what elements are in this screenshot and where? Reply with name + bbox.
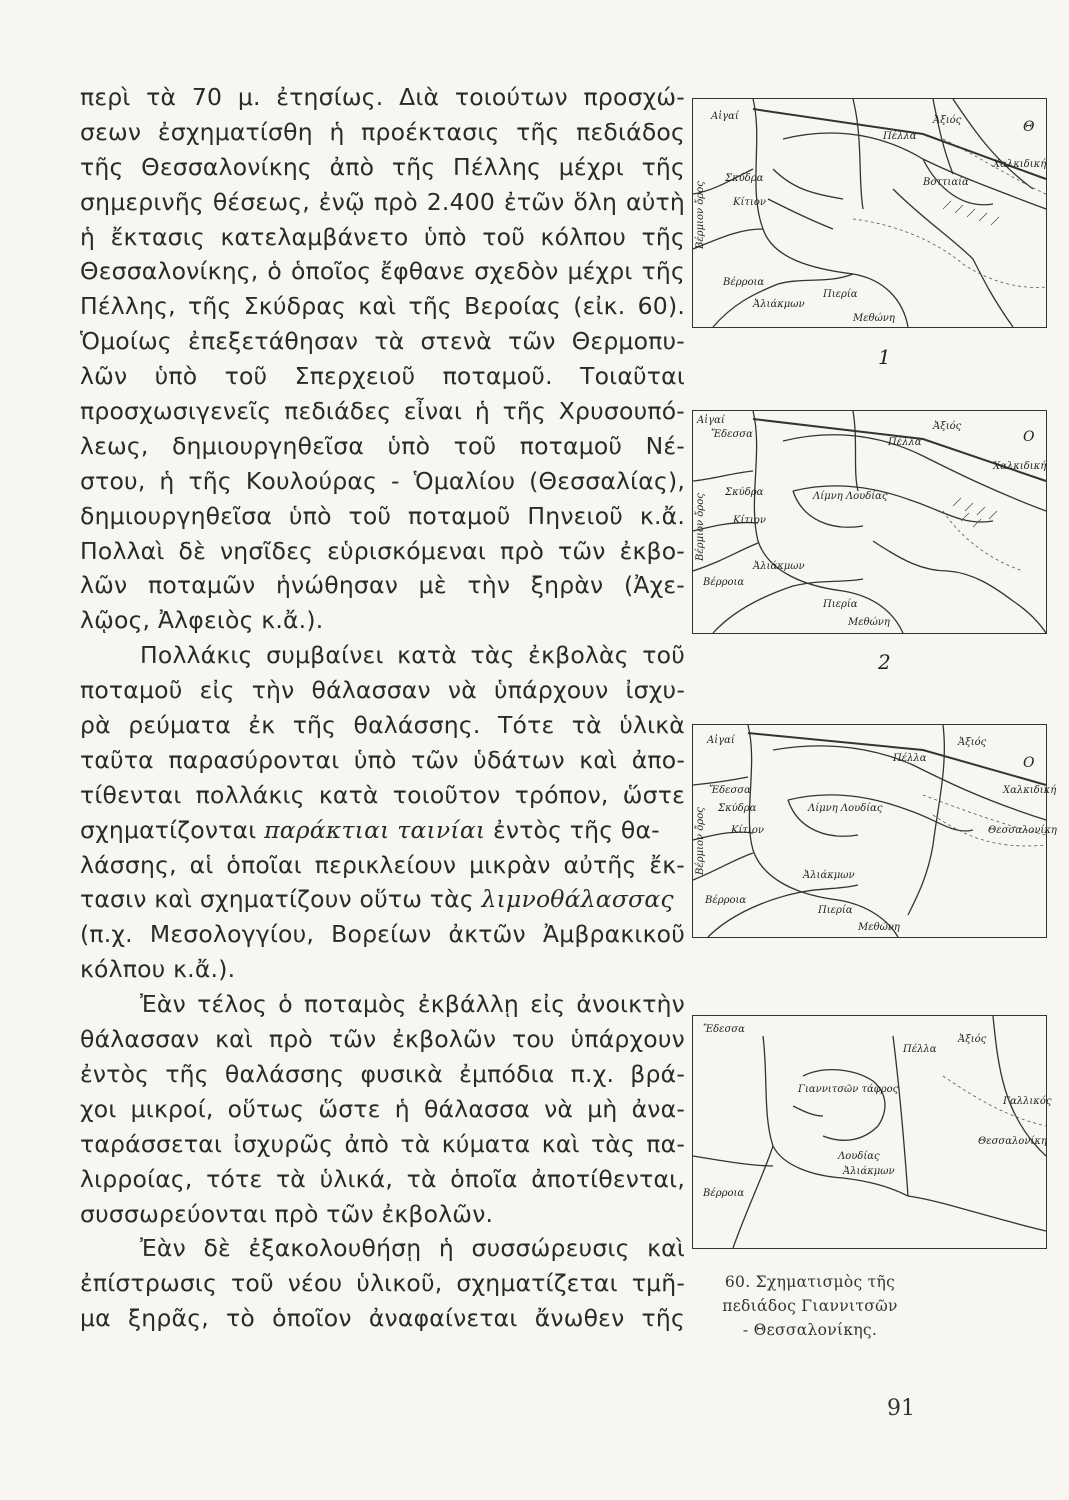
text-line: λῶν ὑπὸ τοῦ Σπερχειοῦ ποταμοῦ. Τοιαῦται <box>80 362 685 391</box>
map-label: Θ <box>1023 119 1035 135</box>
map-label: Βέρμιον ὄρος <box>695 181 706 249</box>
map-label: Μεθώνη <box>853 313 895 324</box>
text-line: λεως, δημιουργηθεῖσα ὑπὸ τοῦ ποταμοῦ Νέ- <box>80 431 685 460</box>
map-label: Βέρροια <box>703 577 745 588</box>
map-label: Βέρροια <box>705 895 747 906</box>
map-label: Ἀξιός <box>958 737 987 748</box>
map-label: Ο <box>1023 429 1035 445</box>
map-label: Χαλκιδική <box>993 159 1047 170</box>
caption-line: 60. Σχηματισμὸς τῆς <box>724 1273 896 1291</box>
text-line: σημερινῆς θέσεως, ἐνῷ πρὸ 2.400 ἐτῶν ὅλη αὐτὴ <box>80 187 685 216</box>
text-line: ταῦτα παρασύρονται ὑπὸ τῶν ὑδάτων καὶ ἀπο- <box>80 745 685 774</box>
map-label: Χαλκιδική <box>993 461 1047 472</box>
map-label: Ἀλιάκμων <box>803 870 855 881</box>
map-label: Μεθώνη <box>848 617 890 628</box>
map-stage-1-drawing <box>693 99 1046 327</box>
text-line: δημιουργηθεῖσα ὑπὸ τοῦ ποταμοῦ Πηνειοῦ κ.ἄ. <box>80 501 685 530</box>
text-line: τίθενται πολλάκις κατὰ τοιοῦτον τρόπον, ὥστε <box>80 780 685 809</box>
map-label: Πιερία <box>823 599 858 610</box>
text-line: ἐπίστρωσις τοῦ νέου ὑλικοῦ, σχηματίζεται τμῆ- <box>80 1269 685 1298</box>
map-label: Βέρροια <box>723 277 765 288</box>
map-number: 2 <box>878 650 891 674</box>
map-label: Βοττιαία <box>923 177 969 188</box>
map-label: Βέρμιον ὄρος <box>695 807 706 875</box>
text-line: ταράσσεται ἰσχυρῶς ἀπὸ τὰ κύματα καὶ τὰς πα- <box>80 1129 685 1158</box>
text-line: στου, ἡ τῆς Κουλούρας - Ὁμαλίου (Θεσσαλίας), <box>80 466 685 495</box>
map-label: Λίμνη Λουδίας <box>813 491 888 502</box>
map-label: Ἀλιάκμων <box>753 299 805 310</box>
map-label: Αἰγαί <box>711 111 739 122</box>
text-line: θάλασσαν καὶ πρὸ τῶν ἐκβολῶν του ὑπάρχουν <box>80 1025 685 1054</box>
text-line: (π.χ. Μεσολογγίου, Βορείων ἀκτῶν Ἀμβρακικοῦ <box>80 920 685 949</box>
text-line <box>80 882 685 917</box>
map-label: Κίτιον <box>733 197 766 208</box>
text-line: ἐντὸς τῆς θαλάσσης φυσικὰ ἐμπόδια π.χ. βρά- <box>80 1059 685 1088</box>
map-label: Πέλλα <box>893 753 927 764</box>
map-stage-4 <box>692 1015 1052 1249</box>
map-label: Ἀλιάκμων <box>753 561 805 572</box>
map-label: Ἀξιός <box>933 115 962 126</box>
map-label: Πέλλα <box>883 131 917 142</box>
text-line: λῷος, Ἀλφειὸς κ.ἄ.). <box>80 606 324 635</box>
map-label: Σκύδρα <box>725 173 764 184</box>
text-line: Πολλαὶ δὲ νησῖδες εὑρισκόμεναι πρὸ τῶν ἐκβο- <box>80 536 685 565</box>
text-line: Ἐὰν δὲ ἐξακολουθήσῃ ἡ συσσώρευσις καὶ <box>140 1234 685 1263</box>
text-segment: σχηματίζονται <box>80 815 265 844</box>
text-line: Πολλάκις συμβαίνει κατὰ τὰς ἐκβολὰς τοῦ <box>140 641 685 670</box>
map-label: Ἔδεσσα <box>711 429 753 440</box>
map-label: Λίμνη Λουδίας <box>808 803 883 814</box>
map-label: Κίτιον <box>731 825 764 836</box>
map-label: Ἀξιός <box>933 421 962 432</box>
map-label: Ἀλιάκμων <box>843 1166 895 1177</box>
map-label: Πέλλα <box>888 437 922 448</box>
text-line: Θεσσαλονίκης, ὁ ὁποῖος ἔφθανε σχεδὸν μέχρι τῆς <box>80 257 685 286</box>
text-line: Ὁμοίως ἐπεξετάθησαν τὰ στενὰ τῶν Θερμοπυ- <box>80 327 685 356</box>
text-line: τῆς Θεσσαλονίκης ἀπὸ τῆς Πέλλης μέχρι τῆς <box>80 152 685 181</box>
text-line: μα ξηρᾶς, τὸ ὁποῖον ἀναφαίνεται ἄνωθεν τῆς <box>80 1304 685 1333</box>
text-line <box>80 813 685 848</box>
map-label: Θεσσαλονίκη <box>978 1136 1047 1147</box>
page-number: 91 <box>887 1396 915 1421</box>
text-line: προσχωσιγενεῖς πεδιάδες εἶναι ἡ τῆς Χρυσουπό- <box>80 397 685 426</box>
map-label: Κίτιον <box>733 515 766 526</box>
text-line: περὶ τὰ 70 μ. ἐτησίως. Διὰ τοιούτων προσχώ- <box>80 83 685 111</box>
italic-term: λιμνοθάλασσας <box>481 885 674 914</box>
map-label: Ἔδεσσα <box>709 785 751 796</box>
map-label: Σκύδρα <box>725 487 764 498</box>
caption-line: πεδιάδος Γιαννιτσῶν <box>722 1297 898 1315</box>
text-line: Ἐὰν τέλος ὁ ποταμὸς ἐκβάλλῃ εἰς ἀνοικτὴν <box>140 990 685 1019</box>
map-label: Βέρμιον ὄρος <box>695 493 706 561</box>
text-line: ρὰ ρεύματα ἐκ τῆς θαλάσσης. Τότε τὰ ὑλικὰ <box>80 711 685 740</box>
map-label: Πιερία <box>823 289 858 300</box>
text-line: λάσσης, αἱ ὁποῖαι περικλείουν μικρὰν αὐτῆς ἔκ- <box>80 850 685 879</box>
caption-line: - Θεσσαλονίκης. <box>742 1321 878 1339</box>
map-label: Αἰγαί <box>697 415 725 426</box>
map-label: Ἀξιός <box>958 1034 987 1045</box>
map-label: Ἔδεσσα <box>703 1024 745 1035</box>
text-line: λῶν ποταμῶν ἡνώθησαν μὲ τὴν ξηρὰν (Ἀχε- <box>80 571 685 600</box>
text-line: Πέλλης, τῆς Σκύδρας καὶ τῆς Βεροίας (εἰκ. 60). <box>80 292 685 321</box>
text-line: συσσωρεύονται πρὸ τῶν ἐκβολῶν. <box>80 1199 494 1228</box>
map-label: Χαλκιδική <box>1003 785 1057 796</box>
map-stage-4-drawing <box>693 1016 1046 1248</box>
text-segment: ἐντὸς τῆς θα- <box>485 815 660 844</box>
text-line: χοι μικροί, οὕτως ὥστε ἡ θάλασσα νὰ μὴ ἀνα- <box>80 1094 685 1123</box>
italic-term: παράκτιαι ταινίαι <box>264 815 486 844</box>
map-label: Ο <box>1023 755 1035 771</box>
map-label: Πιερία <box>818 905 853 916</box>
body-text <box>80 80 685 1336</box>
figure-caption <box>690 1270 930 1342</box>
text-line: ἡ ἔκτασις κατελαμβάνετο ὑπὸ τοῦ κόλπου τῆς <box>80 222 685 251</box>
map-stage-1 <box>692 98 1047 328</box>
map-label: Μεθώνη <box>858 922 900 933</box>
map-label: Σκύδρα <box>718 803 757 814</box>
text-line: κόλπου κ.ἄ.). <box>80 955 236 984</box>
map-label: Θεσσαλονίκη <box>988 825 1057 836</box>
text-line: σεων ἐσχηματίσθη ἡ προέκτασις τῆς πεδιάδος <box>80 117 685 146</box>
map-label: Πέλλα <box>903 1044 937 1055</box>
map-label: Βέρροια <box>703 1188 745 1199</box>
map-label: Γιαννιτσῶν τάφρος <box>798 1084 899 1095</box>
text-line: ποταμοῦ εἰς τὴν θάλασσαν νὰ ὑπάρχουν ἰσχυ- <box>80 676 685 705</box>
map-label: Γαλλικός <box>1003 1096 1052 1107</box>
map-stage-2 <box>692 410 1047 634</box>
map-label: Αἰγαί <box>707 735 735 746</box>
map-number: 1 <box>878 345 891 369</box>
map-label: Λουδίας <box>838 1151 880 1162</box>
text-line: λιρροίας, τότε τὰ ὑλικά, τὰ ὁποῖα ἀποτίθενται, <box>80 1164 685 1193</box>
text-segment: τασιν καὶ σχηματίζουν οὕτω τὰς <box>80 885 482 914</box>
map-stage-3 <box>692 724 1057 938</box>
